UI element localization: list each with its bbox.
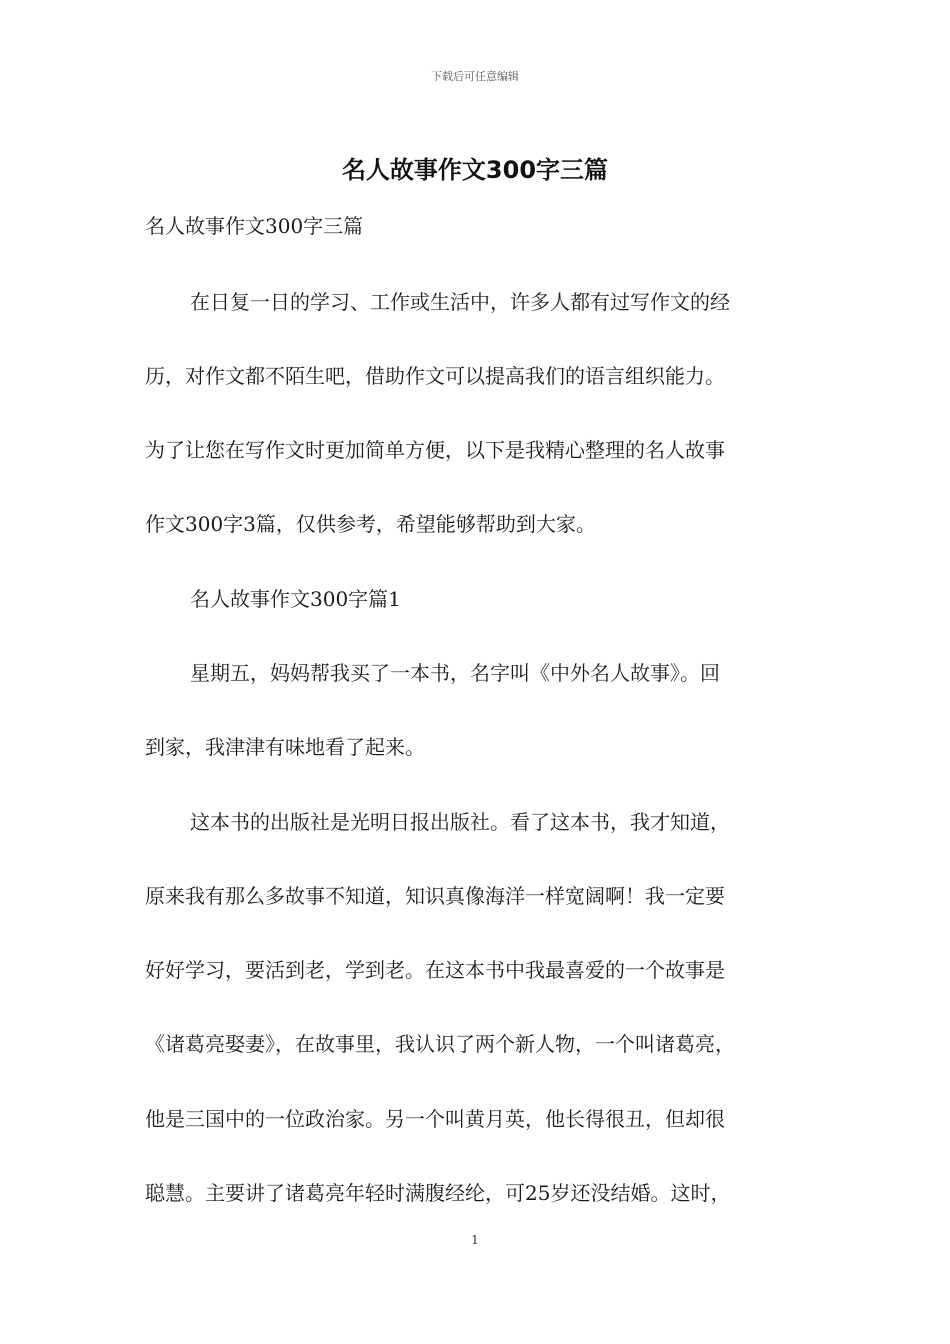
paragraph-line: 好好学习，要活到老，学到老。在这本书中我最喜爱的一个故事是 [145, 958, 725, 982]
paragraph-line: 星期五，妈妈帮我买了一本书，名字叫《中外名人故事》。回 [190, 661, 720, 685]
paragraph-line: 在日复一日的学习、工作或生活中，许多人都有过写作文的经 [190, 290, 730, 314]
section-heading: 名人故事作文300字篇1 [190, 587, 401, 611]
document-title: 名人故事作文300字三篇 [341, 156, 609, 184]
paragraph-line: 到家，我津津有味地看了起来。 [145, 735, 425, 759]
paragraph-line: 为了让您在写作文时更加简单方便，以下是我精心整理的名人故事 [145, 438, 725, 462]
paragraph-line: 这本书的出版社是光明日报出版社。看了这本书，我才知道， [190, 810, 730, 834]
document-subtitle: 名人故事作文300字三篇 [145, 214, 364, 238]
paragraph-line: 他是三国中的一位政治家。另一个叫黄月英，他长得很丑，但却很 [145, 1107, 725, 1131]
paragraph-line: 《诸葛亮娶妻》，在故事里，我认识了两个新人物，一个叫诸葛亮， [145, 1032, 735, 1056]
paragraph-line: 历，对作文都不陌生吧，借助作文可以提高我们的语言组织能力。 [145, 364, 725, 388]
paragraph-line: 作文300字3篇，仅供参考，希望能够帮助到大家。 [145, 512, 596, 536]
paragraph-line: 原来我有那么多故事不知道，知识真像海洋一样宽阔啊！我一定要 [145, 884, 725, 908]
paragraph-line: 聪慧。主要讲了诸葛亮年轻时满腹经纶，可25岁还没结婚。这时， [145, 1181, 731, 1205]
header-note: 下载后可任意编辑 [431, 70, 519, 83]
page-number: 1 [471, 1233, 479, 1247]
